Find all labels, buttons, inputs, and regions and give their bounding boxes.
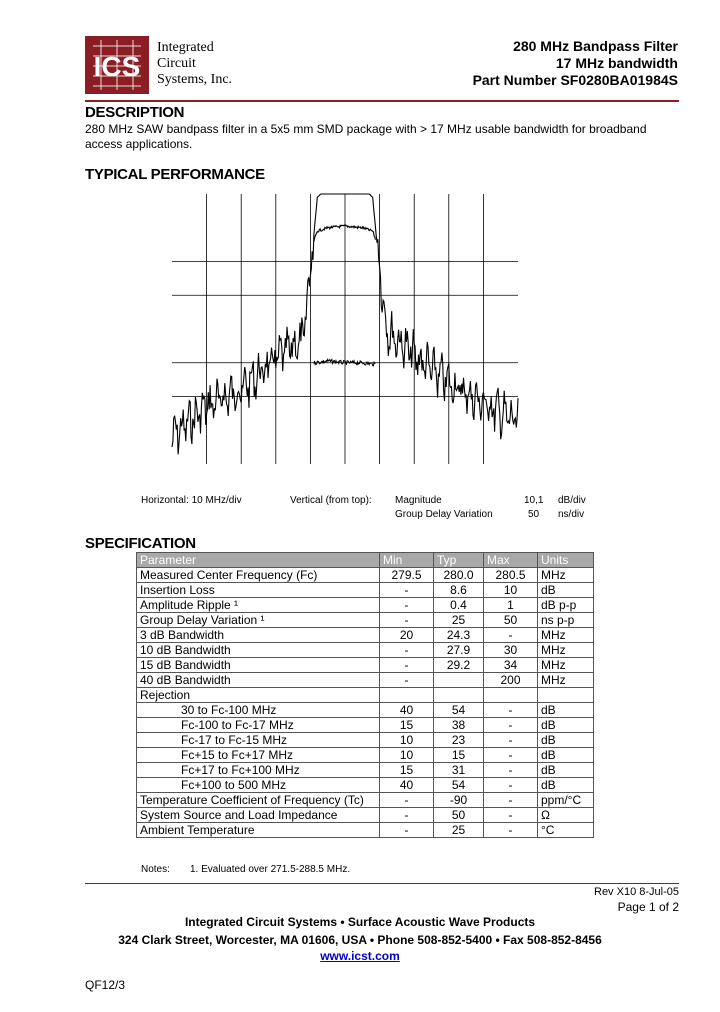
scale-row-unit: dB/div [558,495,586,506]
table-cell: - [484,733,538,748]
table-cell: 50 [484,613,538,628]
table-cell: Ω [538,808,594,823]
table-cell: 280.5 [484,568,538,583]
table-cell: dB [538,748,594,763]
table-cell: 10 [380,733,434,748]
table-cell: 54 [434,703,484,718]
table-cell [380,688,434,703]
specification-table [136,552,594,838]
table-cell: - [484,793,538,808]
document-title [473,38,678,89]
table-row [137,763,594,778]
table-cell [538,688,594,703]
table-cell: 280.0 [434,568,484,583]
header-cell: Units [538,553,594,568]
table-cell: - [484,628,538,643]
table-cell: 25 [434,613,484,628]
table-cell: Fc-17 to Fc-15 MHz [137,733,380,748]
table-cell: 15 dB Bandwidth [137,658,380,673]
table-cell: dB [538,763,594,778]
header-divider [85,100,679,102]
table-cell: 0.4 [434,598,484,613]
table-header-row [137,553,594,568]
table-cell: dB p-p [538,598,594,613]
table-cell: Fc+17 to Fc+100 MHz [137,763,380,778]
table-cell: ppm/°C [538,793,594,808]
header-cell: Max [484,553,538,568]
table-row [137,568,594,583]
table-cell: Fc-100 to Fc-17 MHz [137,718,380,733]
table-cell: 25 [434,823,484,838]
table-cell [434,688,484,703]
company-logo [85,36,149,94]
table-row [137,628,594,643]
table-cell: 38 [434,718,484,733]
table-cell: 10 [484,583,538,598]
table-cell: 29.2 [434,658,484,673]
table-row [137,778,594,793]
table-cell: Fc+100 to 500 MHz [137,778,380,793]
table-cell: - [380,808,434,823]
table-cell: 20 [380,628,434,643]
form-code: QF12/3 [85,978,126,992]
logo-text: ICS [93,51,141,82]
table-cell: 24.3 [434,628,484,643]
table-row [137,808,594,823]
table-cell: Insertion Loss [137,583,380,598]
table-cell: 54 [434,778,484,793]
table-cell: ns p-p [538,613,594,628]
table-cell: - [380,673,434,688]
table-row [137,718,594,733]
header-cell: Typ [434,553,484,568]
table-cell: 1 [484,598,538,613]
performance-heading: TYPICAL PERFORMANCE [85,166,265,183]
title-line3: Part Number SF0280BA01984S [472,72,678,88]
title-line2: 17 MHz bandwidth [555,55,678,71]
table-cell: dB [538,583,594,598]
table-cell: 34 [484,658,538,673]
table-cell: - [380,793,434,808]
table-cell: MHz [538,673,594,688]
table-row [137,583,594,598]
table-cell: dB [538,718,594,733]
table-cell: 10 [380,748,434,763]
table-cell: MHz [538,568,594,583]
description-text: 280 MHz SAW bandpass filter in a 5x5 mm SMD package with > 17 MHz usable bandwidth for broadband access applications. [85,122,647,151]
table-cell: 50 [434,808,484,823]
table-cell [434,673,484,688]
table-cell: 15 [380,718,434,733]
table-cell: 15 [380,763,434,778]
table-cell: - [484,703,538,718]
horizontal-scale: Horizontal: 10 MHz/div [141,495,242,506]
table-row [137,733,594,748]
table-cell: 27.9 [434,643,484,658]
scale-row-label: Magnitude [395,495,442,506]
table-cell: 30 to Fc-100 MHz [137,703,380,718]
chart-grid [172,194,518,464]
table-cell: - [380,643,434,658]
table-cell: 200 [484,673,538,688]
table-cell: - [380,658,434,673]
table-cell: 40 [380,703,434,718]
table-row [137,823,594,838]
table-cell: - [484,763,538,778]
table-cell: Group Delay Variation ¹ [137,613,380,628]
table-row [137,673,594,688]
table-row [137,613,594,628]
table-cell: MHz [538,643,594,658]
table-cell: 23 [434,733,484,748]
table-cell: 279.5 [380,568,434,583]
table-row [137,658,594,673]
table-cell: MHz [538,628,594,643]
table-cell: - [484,748,538,763]
revision: Rev X10 8-Jul-05 [594,886,679,898]
header-cell: Min [380,553,434,568]
table-cell: - [484,718,538,733]
table-cell [484,688,538,703]
footer-line2: 324 Clark Street, Worcester, MA 01606, USA • Phone 508-852-5400 • Fax 508-852-8456 [118,933,602,947]
table-cell: Ambient Temperature [137,823,380,838]
notes-text: 1. Evaluated over 271.5-288.5 MHz. [190,864,351,875]
table-cell: 40 dB Bandwidth [137,673,380,688]
rejection-label: Rejection [137,688,380,703]
table-cell: - [484,823,538,838]
scale-row-unit: ns/div [558,509,585,520]
table-cell: System Source and Load Impedance [137,808,380,823]
table-cell: 40 [380,778,434,793]
footer-divider [85,883,679,884]
table-cell: - [380,583,434,598]
table-cell: dB [538,733,594,748]
table-cell: Measured Center Frequency (Fc) [137,568,380,583]
table-cell: Amplitude Ripple ¹ [137,598,380,613]
table-row [137,793,594,808]
website-link[interactable]: www.icst.com [320,949,400,963]
table-cell: dB [538,703,594,718]
page-number: Page 1 of 2 [617,900,679,914]
company-name [157,40,232,88]
table-row [137,748,594,763]
table-cell: 3 dB Bandwidth [137,628,380,643]
scale-row-value: 10,1 [524,495,544,506]
table-cell: - [484,778,538,793]
table-row [137,703,594,718]
footer-line1: Integrated Circuit Systems • Surface Acoustic Wave Products [184,915,536,929]
table-cell: - [380,598,434,613]
company-line2: Circuit [157,56,196,71]
description-heading: DESCRIPTION [85,104,185,121]
company-line1: Integrated [157,40,214,55]
table-cell: -90 [434,793,484,808]
table-cell: Temperature Coefficient of Frequency (Tc) [137,793,380,808]
table-cell: dB [538,778,594,793]
table-cell: °C [538,823,594,838]
table-cell: - [484,808,538,823]
scale-row-value: 50 [528,509,540,520]
table-cell: 15 [434,748,484,763]
table-row [137,688,594,703]
table-cell: 31 [434,763,484,778]
notes-label: Notes: [141,864,170,875]
title-line1: 280 MHz Bandpass Filter [513,38,678,54]
performance-chart [170,190,520,470]
table-row [137,643,594,658]
specification-heading: SPECIFICATION [85,535,196,552]
table-cell: 10 dB Bandwidth [137,643,380,658]
table-row [137,598,594,613]
table-cell: MHz [538,658,594,673]
table-cell: 30 [484,643,538,658]
header-cell: Parameter [137,553,380,568]
table-cell: - [380,823,434,838]
table-cell: 8.6 [434,583,484,598]
table-cell: - [380,613,434,628]
table-cell: Fc+15 to Fc+17 MHz [137,748,380,763]
company-line3: Systems, Inc. [157,72,233,87]
scale-row-label: Group Delay Variation [395,509,493,520]
vertical-scale-label: Vertical (from top): [290,495,372,506]
